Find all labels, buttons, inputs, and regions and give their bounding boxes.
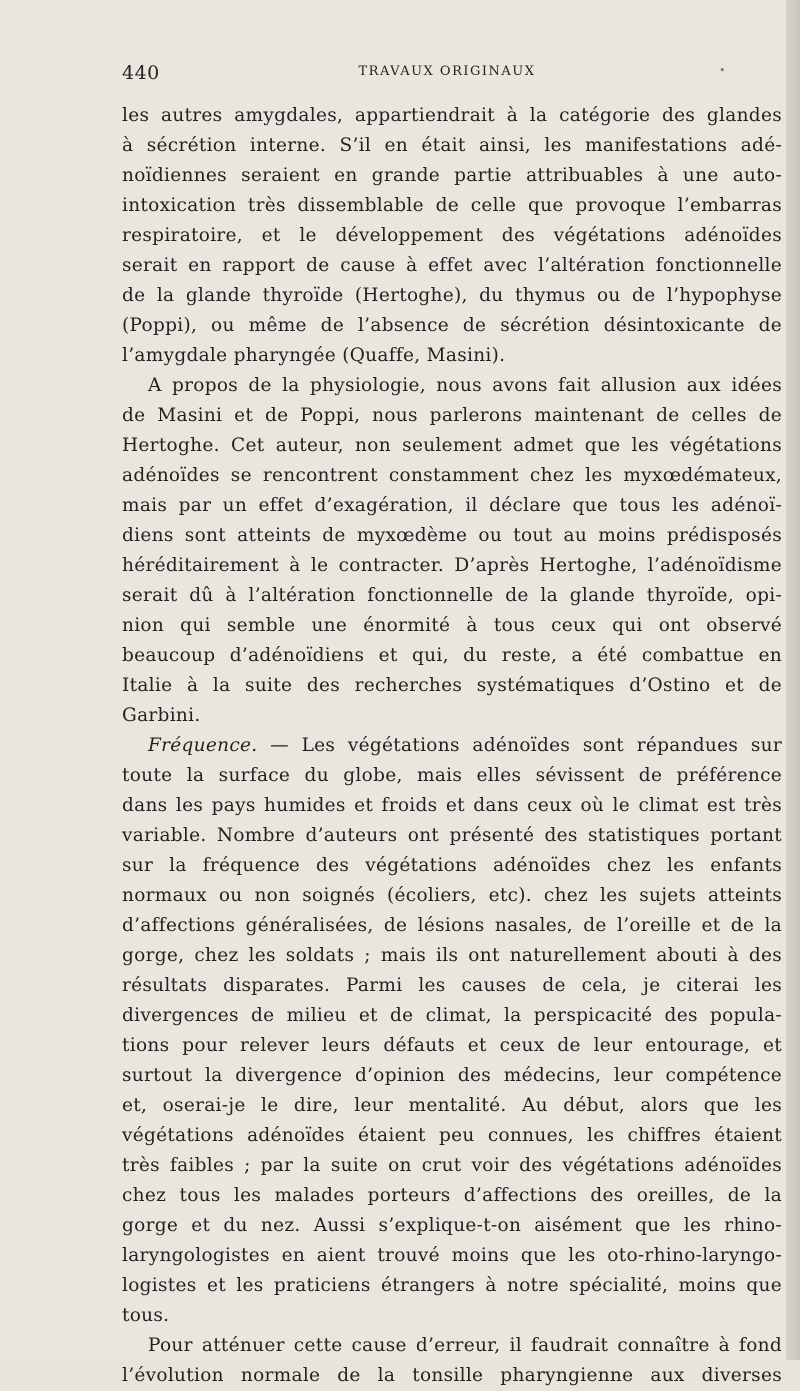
text-line: divergences de milieu et de climat, la perspicacité des popula- — [122, 1005, 782, 1026]
text-line: de la glande thyroïde (Hertoghe), du thymus ou de l’hypophyse — [122, 285, 782, 306]
text-line: beaucoup d’adénoïdiens et qui, du reste, a été combattue en — [122, 645, 782, 666]
text-line: chez tous les malades porteurs d’affections des oreilles, de la — [122, 1185, 782, 1206]
text-line: héréditairement à le contracter. D’après Hertoghe, l’adénoïdisme — [122, 555, 782, 576]
text-line: serait dû à l’altération fonctionnelle de la glande thyroïde, opi- — [122, 585, 782, 606]
text-line: mais par un effet d’exagération, il déclare que tous les adénoï- — [122, 495, 782, 516]
text-line: A propos de la physiologie, nous avons fait allusion aux idées — [148, 375, 782, 396]
text-line: l’évolution normale de la tonsille pharyngienne aux diverses — [122, 1365, 782, 1386]
text-line: tions pour relever leurs défauts et ceux de leur entourage, et — [122, 1035, 782, 1056]
text-line: toute la surface du globe, mais elles sévissent de préférence — [122, 765, 782, 786]
text-line: d’affections généralisées, de lésions nasales, de l’oreille et de la — [122, 915, 782, 936]
text-line: tous. — [122, 1305, 170, 1326]
text-line: respiratoire, et le développement des végétations adénoïdes — [122, 225, 782, 246]
text-line: gorge et du nez. Aussi s’explique-t-on aisément que les rhino- — [122, 1215, 782, 1236]
text-line: variable. Nombre d’auteurs ont présenté des statistiques portant — [122, 825, 782, 846]
text-line: très faibles ; par la suite on crut voir des végétations adénoïdes — [122, 1155, 782, 1176]
text-line: nion qui semble une énormité à tous ceux qui ont observé — [122, 615, 782, 636]
text-line: logistes et les praticiens étrangers à notre spécialité, moins que — [122, 1275, 782, 1296]
page-header — [122, 62, 772, 86]
text-line: laryngologistes en aient trouvé moins que les oto-rhino-laryngo- — [122, 1245, 782, 1266]
text-line: intoxication très dissemblable de celle que provoque l’embarras — [122, 195, 782, 216]
text-line: Hertoghe. Cet auteur, non seulement admet que les végétations — [122, 435, 782, 456]
body-text — [122, 101, 782, 1391]
section-text: — Les végétations adénoïdes sont répandues sur — [257, 735, 782, 756]
text-line: diens sont atteints de myxœdème ou tout au moins prédisposés — [122, 525, 782, 546]
text-line: (Poppi), ou même de l’absence de sécrétion désintoxicante de — [122, 315, 782, 336]
text-line: végétations adénoïdes étaient peu connues, les chiffres étaient — [122, 1125, 782, 1146]
text-line: serait en rapport de cause à effet avec l’altération fonctionnelle — [122, 255, 782, 276]
page-number: 440 — [122, 62, 160, 84]
text-line: de Masini et de Poppi, nous parlerons maintenant de celles de — [122, 405, 782, 426]
text-line: dans les pays humides et froids et dans ceux où le climat est très — [122, 795, 782, 816]
section-heading: Fréquence. — [148, 735, 258, 756]
text-line: adénoïdes se rencontrent constamment chez les myxœdémateux, — [122, 465, 782, 486]
text-line: noïdiennes seraient en grande partie attribuables à une auto- — [122, 165, 782, 186]
text-line: l’amygdale pharyngée (Quaffe, Masini). — [122, 345, 506, 366]
text-line: sur la fréquence des végétations adénoïdes chez les enfants — [122, 855, 782, 876]
text-line: surtout la divergence d’opinion des médecins, leur compétence — [122, 1065, 782, 1086]
page-edge-shadow — [786, 0, 800, 1360]
text-line: gorge, chez les soldats ; mais ils ont naturellement abouti à des — [122, 945, 782, 966]
text-line: Garbini. — [122, 705, 201, 726]
text-line: résultats disparates. Parmi les causes de cela, je citerai les — [122, 975, 782, 996]
printer-mark: • — [719, 64, 726, 77]
running-head: TRAVAUX ORIGINAUX — [358, 64, 536, 79]
text-line: et, oserai-je le dire, leur mentalité. Au début, alors que les — [122, 1095, 782, 1116]
text-line: les autres amygdales, appartiendrait à la catégorie des glandes — [122, 105, 782, 126]
text-line: Pour atténuer cette cause d’erreur, il faudrait connaître à fond — [148, 1335, 782, 1356]
section-line — [122, 731, 782, 761]
text-line: à sécrétion interne. S’il en était ainsi, les manifestations adé- — [122, 135, 782, 156]
text-line: normaux ou non soignés (écoliers, etc). chez les sujets atteints — [122, 885, 782, 906]
text-line: Italie à la suite des recherches systématiques d’Ostino et de — [122, 675, 782, 696]
